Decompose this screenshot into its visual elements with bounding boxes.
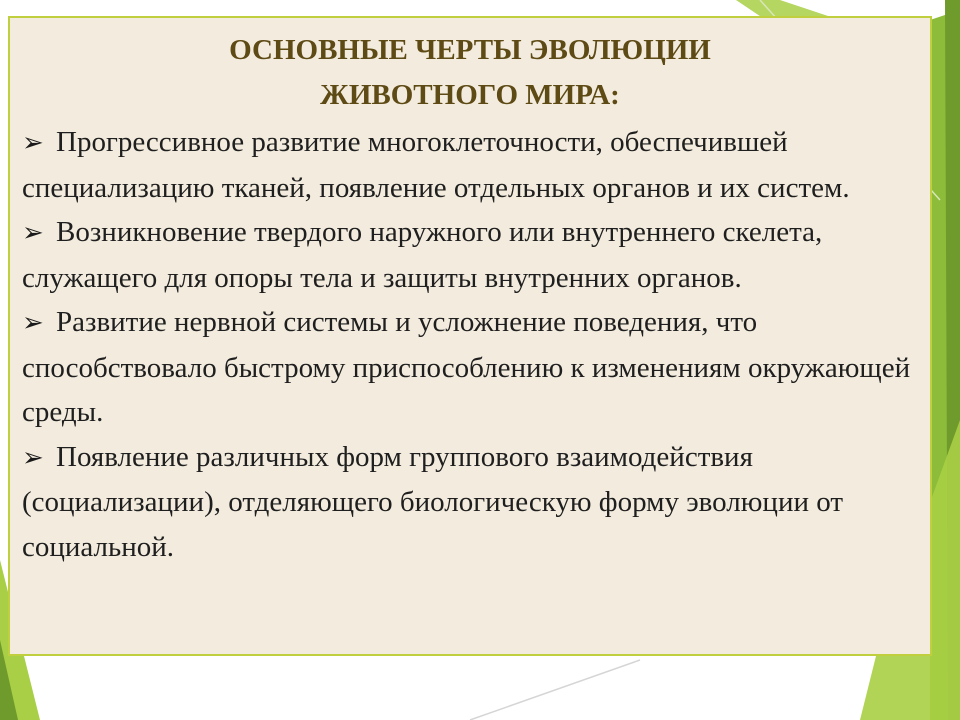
bullet-item-socialization: [22, 435, 918, 570]
bullet-item-nervous-system: [22, 300, 918, 435]
content-box: [8, 16, 932, 656]
title-line-1: ОСНОВНЫЕ ЧЕРТЫ ЭВОЛЮЦИИ: [229, 34, 711, 66]
bullet-text: Развитие нервной системы и усложнение поведения, что способствовало быстрому приспособлению к изменениям окружающей среды.: [22, 306, 911, 428]
title-line-2: ЖИВОТНОГО МИРА:: [320, 79, 620, 111]
bullet-item-skeleton: [22, 210, 918, 300]
deco-line-2: [470, 660, 640, 720]
arrow-bullet-icon: ➢: [22, 442, 44, 473]
arrow-bullet-icon: ➢: [22, 128, 44, 158]
slide-title: [22, 28, 918, 118]
arrow-bullet-icon: ➢: [22, 218, 44, 248]
bullet-list: [22, 120, 918, 569]
bullet-item-multicellularity: [22, 120, 918, 210]
bullet-text: Появление различных форм группового взаимодействия (социализации), отделяющего биологическую форму эволюции от социальной.: [22, 440, 844, 563]
bullet-text: Прогрессивное развитие многоклеточности, обеспечившей специализацию тканей, появление отдельных органов и их систем.: [22, 126, 850, 204]
bullet-text: Возникновение твердого наружного или внутреннего скелета, служащего для опоры тела и защиты внутренних органов.: [22, 216, 823, 294]
arrow-bullet-icon: ➢: [22, 308, 44, 338]
